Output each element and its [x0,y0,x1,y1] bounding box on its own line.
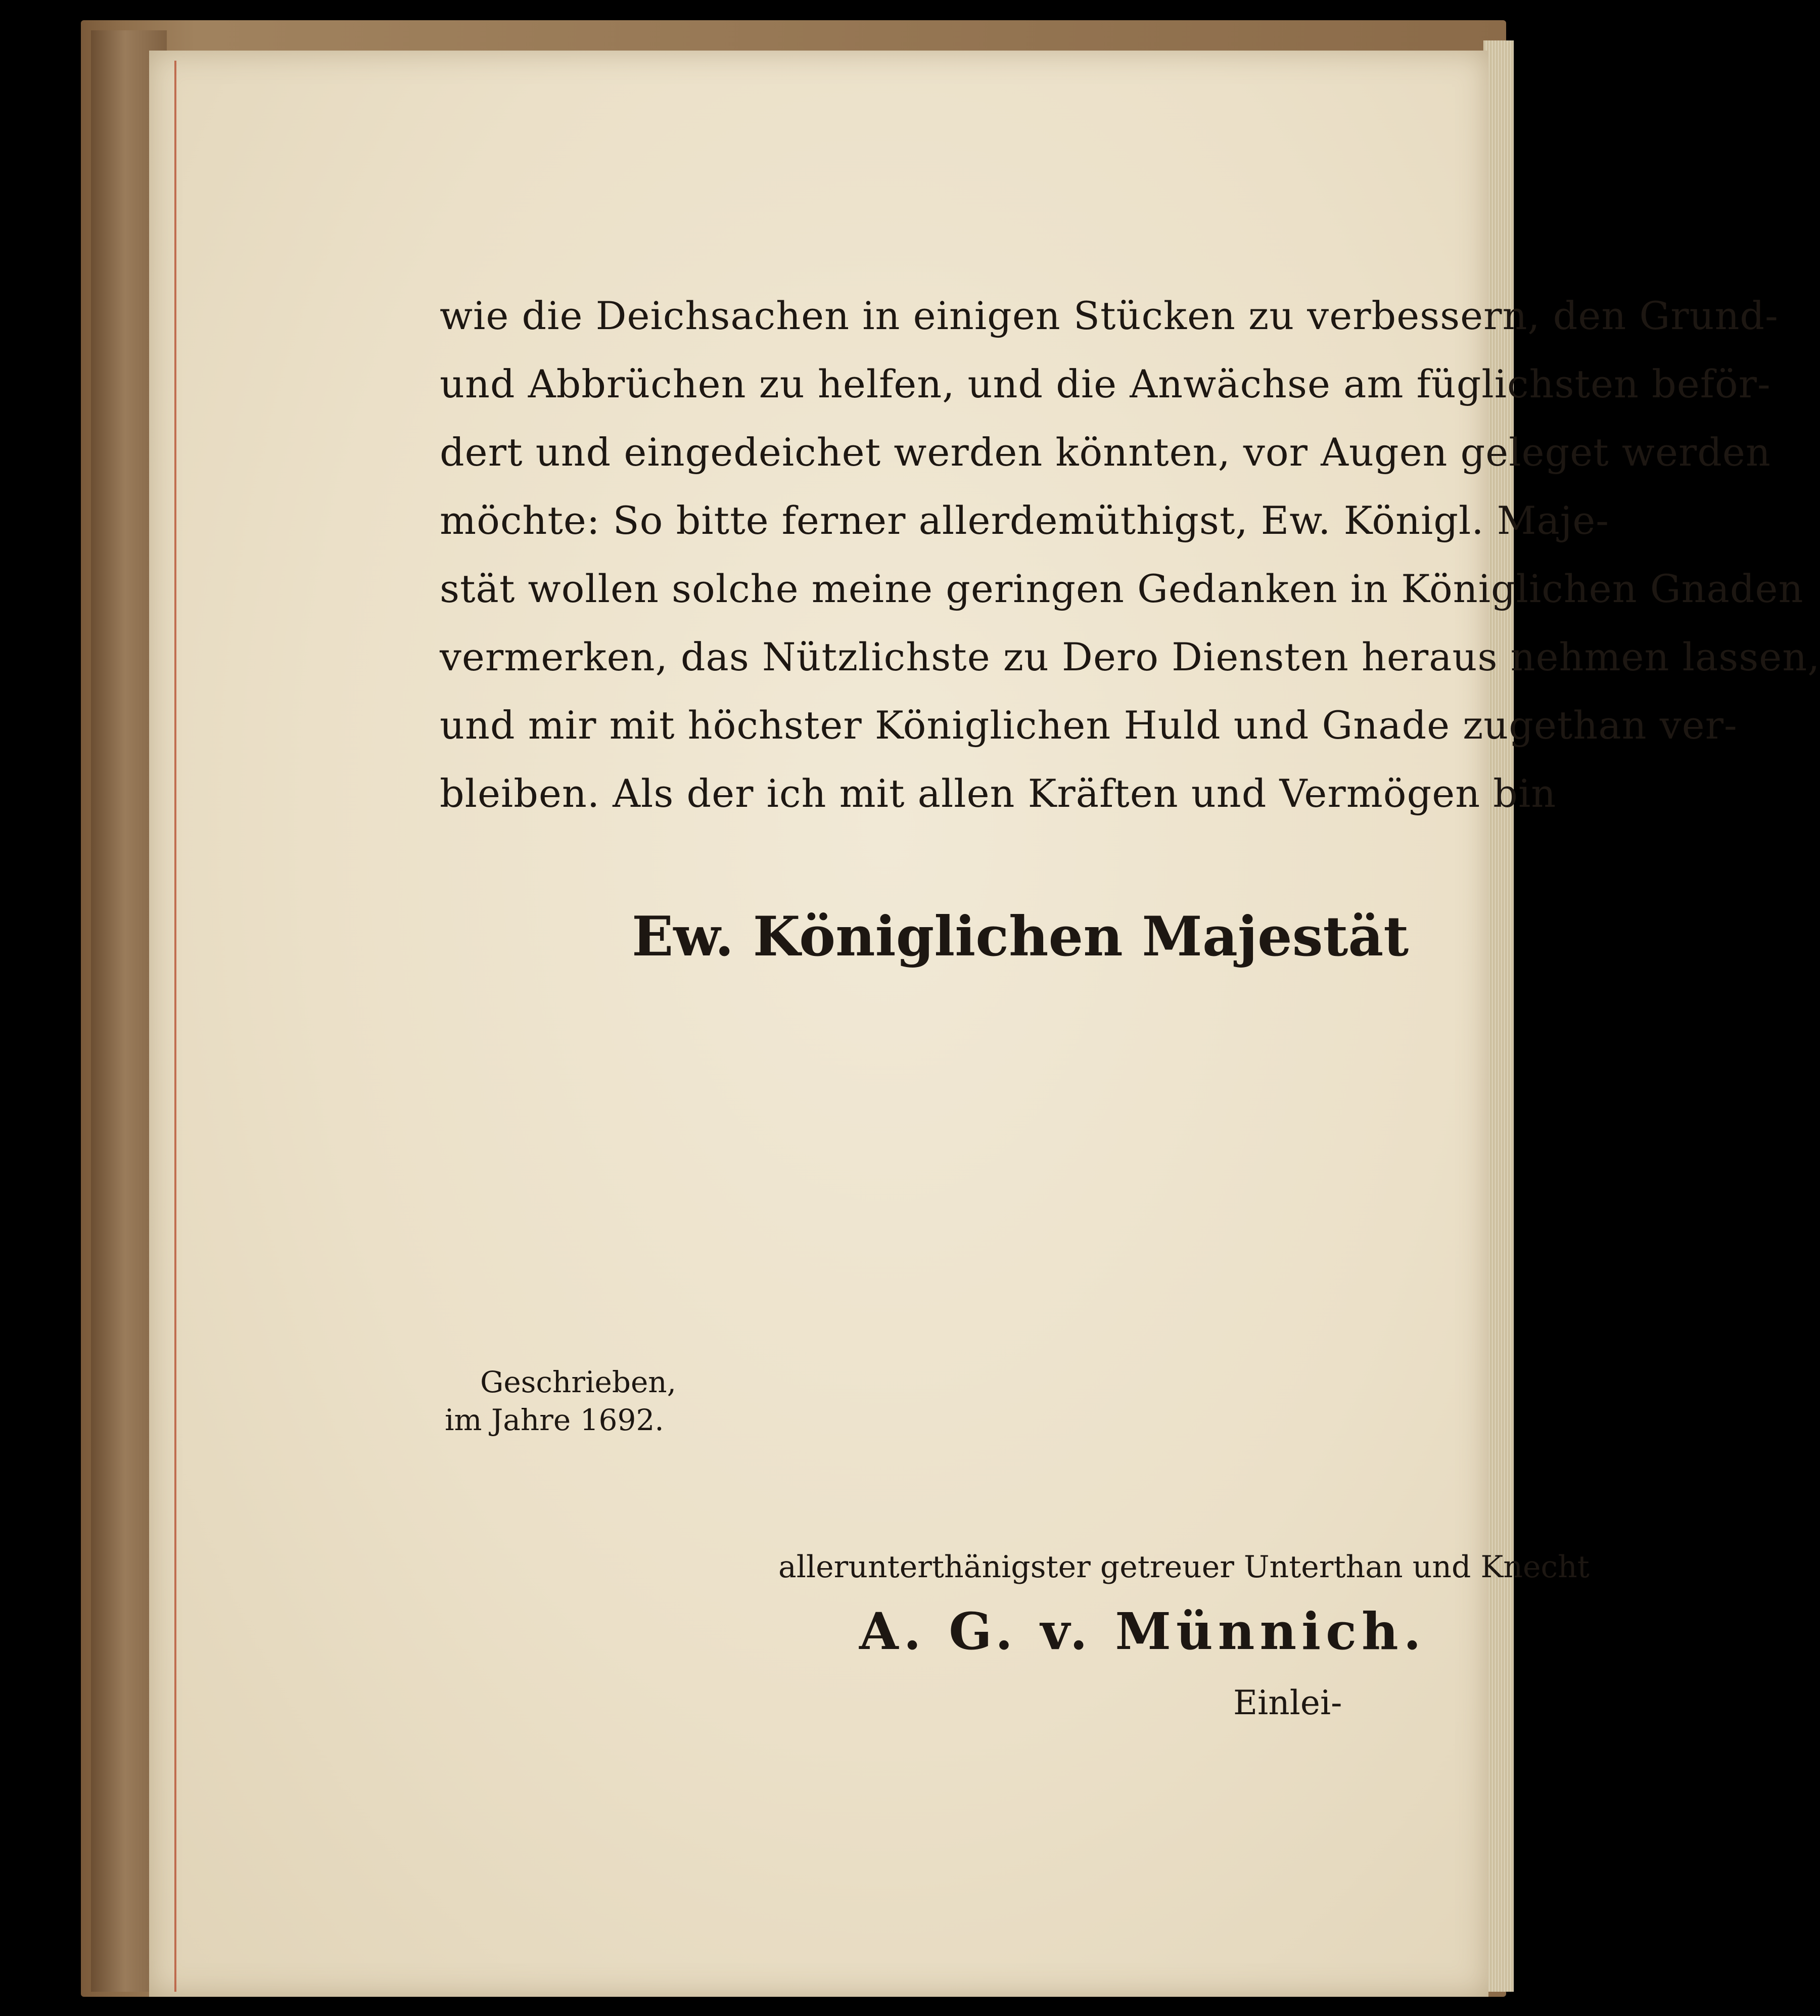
body-line-4: möchte: So bitte ferner allerdemüthigst, Ew. Königl. Maje- [440,498,1609,543]
body-line-2: und Abbrüchen zu helfen, und die Anwächse am füglichsten beför- [440,361,1771,406]
body-line-3: dert und eingedeichet werden könnten, vor Augen geleget werden [440,430,1771,475]
body-line-8: bleiben. Als der ich mit allen Kräften und Vermögen bin [440,771,1557,816]
formal-address: Ew. Königlichen Majestät [632,905,1409,969]
closing-formula: allerunterthänigster getreuer Unterthan und Knecht [778,1549,1590,1585]
dateline-written: Geschrieben, [480,1365,677,1399]
body-line-7: und mir mit höchster Königlichen Huld und Gnade zugethan ver- [440,703,1738,748]
body-line-1: wie die Deichsachen in einigen Stücken zu verbessern, den Grund- [440,293,1779,338]
body-line-6: vermerken, das Nützlichste zu Dero Diensten heraus nehmen lassen, [440,634,1820,679]
dateline-year: im Jahre 1692. [445,1403,664,1437]
body-line-5: stät wollen solche meine geringen Gedanken in Königlichen Gnaden [440,566,1804,611]
gutter-margin-line [174,61,176,1992]
catchword: Einlei- [1233,1683,1342,1722]
signature: A. G. v. Münnich. [859,1601,1426,1661]
